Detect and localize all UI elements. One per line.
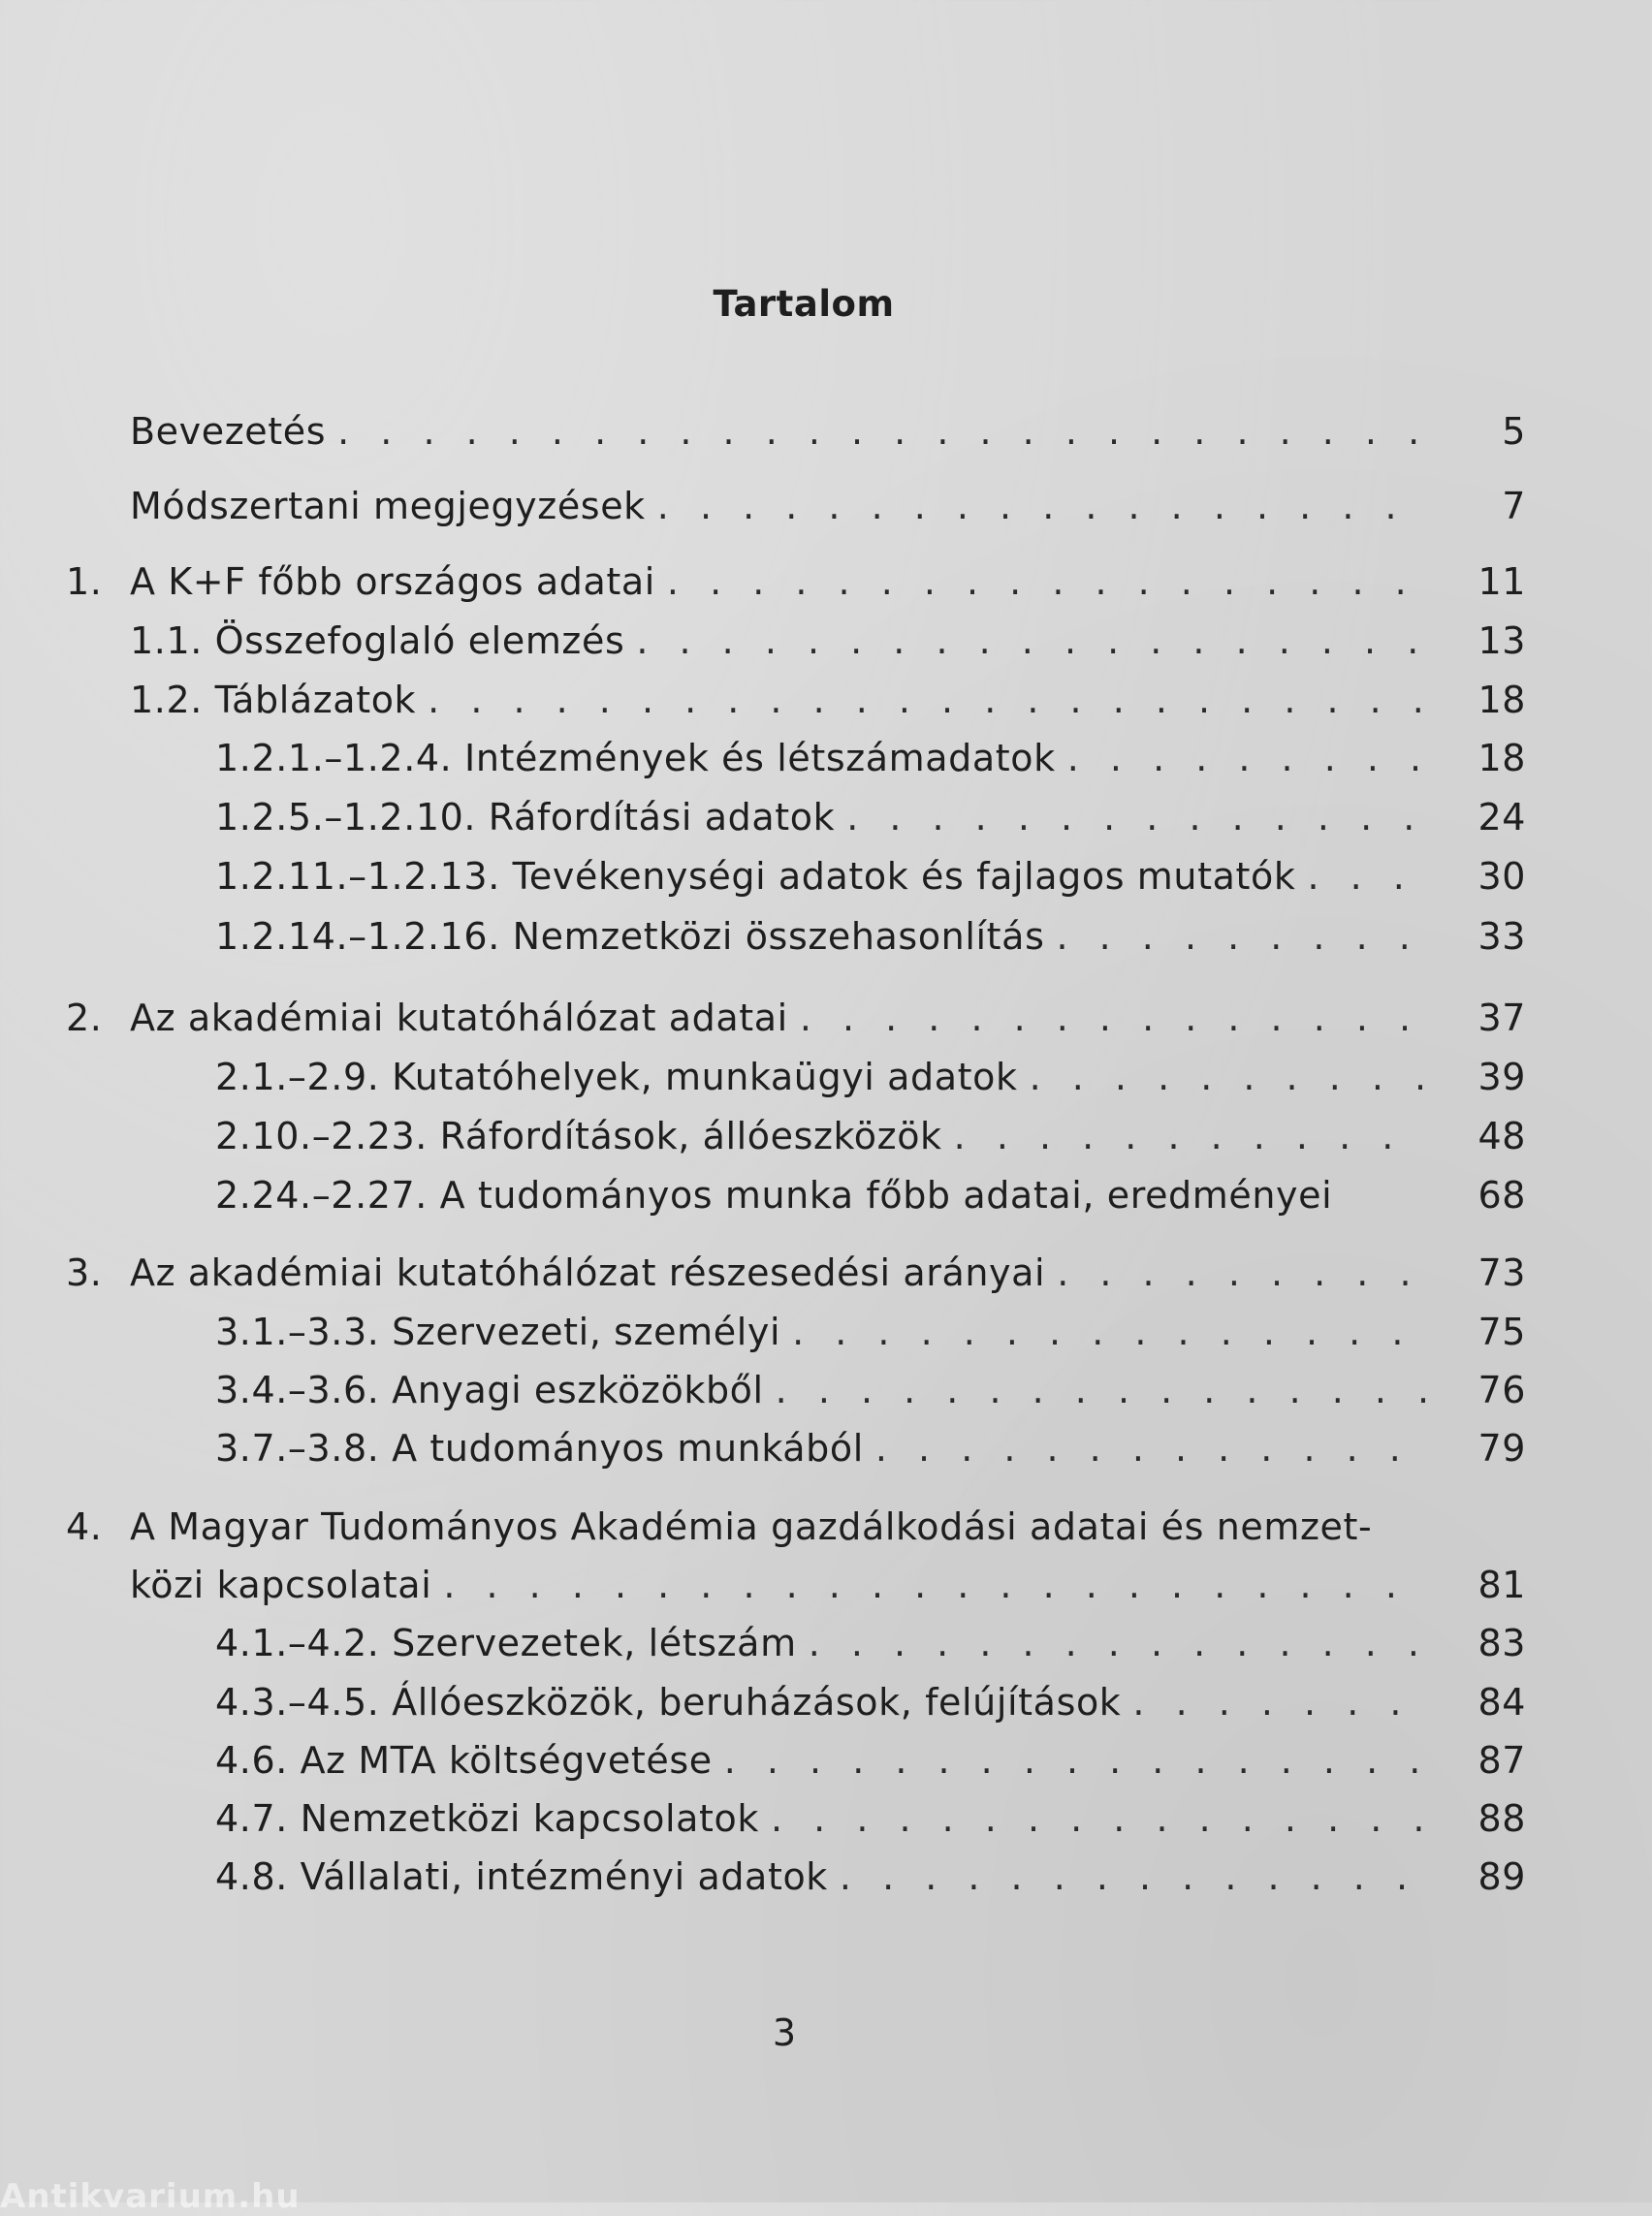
toc-entry xyxy=(0,612,1652,670)
toc-entry xyxy=(0,671,1652,729)
toc-entry xyxy=(0,402,1652,460)
toc-entry-label: A Magyar Tudományos Akadémia gazdálkodási adatai és nemzet- xyxy=(130,1505,1373,1548)
dot-leader xyxy=(337,402,1427,460)
toc-entry xyxy=(0,553,1652,611)
toc-entry-label: 4.1.–4.2. Szervezetek, létszám xyxy=(215,1622,797,1664)
toc-entry-label: 1.1. Összefoglaló elemzés xyxy=(130,619,625,662)
toc-entry-page: 48 xyxy=(1477,1115,1526,1157)
dot-leader xyxy=(724,1731,1427,1789)
toc-entry xyxy=(0,1048,1652,1106)
toc-entry xyxy=(0,907,1652,966)
toc-entry-page: 11 xyxy=(1477,560,1526,603)
toc-entry xyxy=(0,1166,1652,1224)
toc-entry-page: 24 xyxy=(1477,796,1526,839)
toc-entry-label: A K+F főbb országos adatai xyxy=(130,560,655,603)
toc-entry-page: 88 xyxy=(1477,1797,1526,1840)
toc-entry xyxy=(0,847,1652,905)
toc-entry-page: 37 xyxy=(1477,997,1526,1039)
toc-entry-label: 4.7. Nemzetközi kapcsolatok xyxy=(215,1797,760,1840)
toc-entry-page: 76 xyxy=(1477,1369,1526,1411)
dot-leader xyxy=(1057,1244,1427,1302)
toc-entry-page: 89 xyxy=(1477,1855,1526,1898)
dot-leader xyxy=(809,1614,1427,1672)
toc-entry xyxy=(0,1731,1652,1789)
toc-entry-page: 18 xyxy=(1477,679,1526,721)
toc-entry xyxy=(0,1614,1652,1672)
toc-entry-label: 1.2. Táblázatok xyxy=(130,679,417,721)
dot-leader xyxy=(776,1361,1427,1419)
toc-entry-page: 7 xyxy=(1502,485,1526,527)
toc-entry xyxy=(0,1419,1652,1477)
toc-entry-label: Módszertani megjegyzések xyxy=(130,485,646,527)
dot-leader xyxy=(771,1789,1427,1848)
dot-leader xyxy=(792,1303,1427,1361)
toc-entry-label: közi kapcsolatai xyxy=(130,1564,432,1606)
dot-leader xyxy=(1067,729,1427,787)
watermark: Antikvarium.hu xyxy=(0,2177,301,2216)
toc-entry-label: 1.2.11.–1.2.13. Tevékenységi adatok és fajlagos mutatók xyxy=(215,855,1296,898)
dot-leader xyxy=(800,989,1427,1047)
dot-leader xyxy=(1030,1048,1427,1106)
toc-entry-label: 3.4.–3.6. Anyagi eszközökből xyxy=(215,1369,764,1411)
toc-entry xyxy=(0,477,1652,535)
toc-entry-label: 4.8. Vállalati, intézményi adatok xyxy=(215,1855,828,1898)
toc-entry-number: 3. xyxy=(66,1251,103,1294)
toc-entry-number: 1. xyxy=(66,560,103,603)
toc-entry-page: 68 xyxy=(1477,1174,1526,1217)
dot-leader xyxy=(1132,1673,1427,1731)
toc-entry-page: 79 xyxy=(1477,1427,1526,1470)
toc-entry xyxy=(0,788,1652,846)
toc-entry-page: 33 xyxy=(1477,915,1526,958)
dot-leader xyxy=(840,1848,1427,1906)
dot-leader xyxy=(428,671,1427,729)
toc-entry-label: 3.7.–3.8. A tudományos munkából xyxy=(215,1427,864,1470)
toc-entry-page: 73 xyxy=(1477,1251,1526,1294)
toc-entry xyxy=(0,1361,1652,1419)
toc-entry xyxy=(0,1556,1652,1614)
toc-entry-label: 2.1.–2.9. Kutatóhelyek, munkaügyi adatok xyxy=(215,1056,1018,1098)
toc-entry-page: 84 xyxy=(1477,1681,1526,1724)
toc-entry-label: 4.6. Az MTA költségvetése xyxy=(215,1739,713,1782)
dot-leader xyxy=(954,1107,1427,1165)
toc-entry-label: 4.3.–4.5. Állóeszközök, beruházások, felújítások xyxy=(215,1681,1122,1724)
toc-entry-label: 1.2.5.–1.2.10. Ráfordítási adatok xyxy=(215,796,836,839)
toc-entry xyxy=(0,1673,1652,1731)
dot-leader xyxy=(846,788,1427,846)
dot-leader xyxy=(636,612,1427,670)
toc-entry-label: Bevezetés xyxy=(130,410,327,453)
toc-entry-page: 81 xyxy=(1477,1564,1526,1606)
toc-entry-page: 39 xyxy=(1477,1056,1526,1098)
toc-entry-label: Az akadémiai kutatóhálózat részesedési arányai xyxy=(130,1251,1046,1294)
toc-entry-label: Az akadémiai kutatóhálózat adatai xyxy=(130,997,788,1039)
toc-entry-page: 13 xyxy=(1477,619,1526,662)
toc-entry-number: 2. xyxy=(66,997,103,1039)
toc-entry-page: 30 xyxy=(1477,855,1526,898)
page-number: 3 xyxy=(772,2011,797,2054)
toc-entry-page: 83 xyxy=(1477,1622,1526,1664)
toc-entry xyxy=(0,1107,1652,1165)
toc-entry xyxy=(0,1789,1652,1848)
dot-leader xyxy=(657,477,1427,535)
toc-entry xyxy=(0,1848,1652,1906)
toc-entry-label: 2.24.–2.27. A tudományos munka főbb adatai, eredményei xyxy=(215,1174,1333,1217)
toc-entry-label: 2.10.–2.23. Ráfordítások, állóeszközök xyxy=(215,1115,942,1157)
toc-entry xyxy=(0,1498,1652,1556)
dot-leader xyxy=(1056,907,1427,966)
toc-entry xyxy=(0,989,1652,1047)
toc-entry xyxy=(0,729,1652,787)
dot-leader xyxy=(667,553,1427,611)
toc-entry-number: 4. xyxy=(66,1505,103,1548)
toc-entry-page: 87 xyxy=(1477,1739,1526,1782)
toc-title: Tartalom xyxy=(713,283,895,325)
dot-leader xyxy=(875,1419,1427,1477)
toc-entry-page: 75 xyxy=(1477,1311,1526,1353)
toc-entry xyxy=(0,1303,1652,1361)
dot-leader xyxy=(443,1556,1427,1614)
toc-entry-page: 18 xyxy=(1477,737,1526,779)
toc-entry xyxy=(0,1244,1652,1302)
toc-entry-label: 1.2.14.–1.2.16. Nemzetközi összehasonlítás xyxy=(215,915,1045,958)
toc-entry-page: 5 xyxy=(1502,410,1526,453)
toc-entry-label: 1.2.1.–1.2.4. Intézmények és létszámadatok xyxy=(215,737,1056,779)
toc-entry-label: 3.1.–3.3. Szervezeti, személyi xyxy=(215,1311,781,1353)
dot-leader xyxy=(1307,847,1427,905)
